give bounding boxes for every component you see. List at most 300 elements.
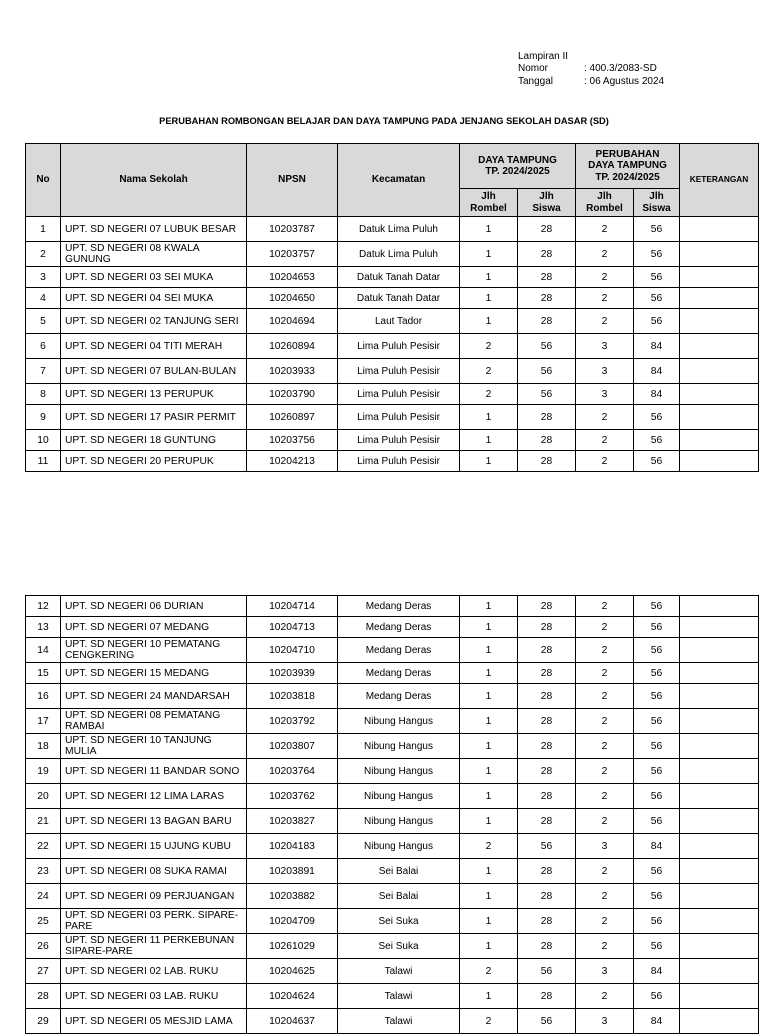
table-row	[26, 267, 759, 288]
table-row	[26, 242, 759, 267]
row-jlh-rombel-baru-cell: 2	[576, 267, 634, 288]
row-npsn-cell: 10204637	[247, 1009, 338, 1034]
table-row	[26, 909, 759, 934]
row-nama-sekolah-cell: UPT. SD NEGERI 24 MANDARSAH	[61, 684, 247, 709]
row-no-cell: 10	[26, 430, 61, 451]
row-jlh-siswa-baru-cell: 56	[634, 784, 680, 809]
row-kecamatan-cell: Talawi	[338, 959, 460, 984]
row-kecamatan-cell: Sei Suka	[338, 909, 460, 934]
table-row	[26, 334, 759, 359]
row-jlh-siswa-cell: 56	[518, 1009, 576, 1034]
row-keterangan-cell	[680, 596, 759, 617]
row-nama-sekolah-cell: UPT. SD NEGERI 07 LUBUK BESAR	[61, 217, 247, 242]
row-jlh-siswa-cell: 56	[518, 834, 576, 859]
row-nama-sekolah-cell: UPT. SD NEGERI 03 PERK. SIPARE-PARE	[61, 909, 247, 934]
row-keterangan-cell	[680, 984, 759, 1009]
row-jlh-siswa-baru-cell: 56	[634, 267, 680, 288]
row-npsn-cell: 10204709	[247, 909, 338, 934]
row-npsn-cell: 10204183	[247, 834, 338, 859]
row-kecamatan-cell: Sei Suka	[338, 934, 460, 959]
row-no-cell: 12	[26, 596, 61, 617]
row-kecamatan-cell: Medang Deras	[338, 638, 460, 663]
header-perubahan-line1: PERUBAHAN	[595, 148, 660, 160]
row-npsn-cell: 10204213	[247, 451, 338, 472]
row-nama-sekolah-cell: UPT. SD NEGERI 03 SEI MUKA	[61, 267, 247, 288]
row-jlh-rombel-cell: 1	[460, 617, 518, 638]
row-keterangan-cell	[680, 709, 759, 734]
row-npsn-cell: 10204653	[247, 267, 338, 288]
row-jlh-rombel-baru-cell: 2	[576, 684, 634, 709]
row-npsn-cell: 10261029	[247, 934, 338, 959]
table-row	[26, 759, 759, 784]
row-npsn-cell: 10203792	[247, 709, 338, 734]
row-kecamatan-cell: Nibung Hangus	[338, 809, 460, 834]
row-kecamatan-cell: Talawi	[338, 1009, 460, 1034]
tanggal-label: Tanggal	[518, 75, 554, 87]
row-jlh-rombel-baru-cell: 2	[576, 663, 634, 684]
row-npsn-cell: 10203757	[247, 242, 338, 267]
row-kecamatan-cell: Lima Puluh Pesisir	[338, 334, 460, 359]
row-jlh-siswa-baru-cell: 84	[634, 834, 680, 859]
row-no-cell: 20	[26, 784, 61, 809]
table-row	[26, 288, 759, 309]
lampiran-title: Lampiran II	[518, 51, 569, 62]
header-jlh-rombel-new	[576, 189, 634, 217]
row-keterangan-cell	[680, 359, 759, 384]
row-jlh-rombel-baru-cell: 2	[576, 288, 634, 309]
row-jlh-siswa-cell: 28	[518, 909, 576, 934]
row-jlh-rombel-cell: 1	[460, 909, 518, 934]
row-keterangan-cell	[680, 1009, 759, 1034]
header-jlh-siswa-line1: Jlh	[539, 191, 554, 202]
row-kecamatan-cell: Laut Tador	[338, 309, 460, 334]
table-row	[26, 663, 759, 684]
row-kecamatan-cell: Lima Puluh Pesisir	[338, 430, 460, 451]
row-npsn-cell: 10204710	[247, 638, 338, 663]
row-keterangan-cell	[680, 638, 759, 663]
table-row	[26, 638, 759, 663]
row-jlh-siswa-cell: 28	[518, 217, 576, 242]
row-no-cell: 22	[26, 834, 61, 859]
row-jlh-rombel-baru-cell: 2	[576, 759, 634, 784]
row-kecamatan-cell: Medang Deras	[338, 617, 460, 638]
row-npsn-cell: 10260894	[247, 334, 338, 359]
document-title: PERUBAHAN ROMBONGAN BELAJAR DAN DAYA TAMPUNG PADA JENJANG SEKOLAH DASAR (SD)	[159, 116, 609, 126]
row-nama-sekolah-cell: UPT. SD NEGERI 07 MEDANG	[61, 617, 247, 638]
row-nama-sekolah-cell: UPT. SD NEGERI 04 SEI MUKA	[61, 288, 247, 309]
row-kecamatan-cell: Medang Deras	[338, 684, 460, 709]
row-jlh-siswa-cell: 56	[518, 334, 576, 359]
row-nama-sekolah-cell: UPT. SD NEGERI 17 PASIR PERMIT	[61, 405, 247, 430]
row-no-cell: 3	[26, 267, 61, 288]
row-jlh-siswa-cell: 28	[518, 663, 576, 684]
row-kecamatan-cell: Nibung Hangus	[338, 784, 460, 809]
header-perubahan-line2: DAYA TAMPUNG	[588, 160, 667, 172]
row-keterangan-cell	[680, 405, 759, 430]
row-keterangan-cell	[680, 909, 759, 934]
row-jlh-rombel-baru-cell: 2	[576, 596, 634, 617]
row-npsn-cell: 10204625	[247, 959, 338, 984]
table-row	[26, 405, 759, 430]
row-jlh-siswa-cell: 28	[518, 859, 576, 884]
row-keterangan-cell	[680, 309, 759, 334]
header-npsn: NPSN	[247, 144, 338, 217]
row-npsn-cell: 10203891	[247, 859, 338, 884]
nomor-value: : 400.3/2083-SD	[584, 63, 657, 75]
row-kecamatan-cell: Nibung Hangus	[338, 834, 460, 859]
row-no-cell: 8	[26, 384, 61, 405]
row-no-cell: 13	[26, 617, 61, 638]
row-jlh-rombel-cell: 2	[460, 959, 518, 984]
row-jlh-siswa-cell: 56	[518, 359, 576, 384]
school-table-page-1	[25, 143, 759, 472]
row-jlh-siswa-baru-cell: 56	[634, 709, 680, 734]
header-nama-sekolah: Nama Sekolah	[61, 144, 247, 217]
row-jlh-rombel-cell: 1	[460, 684, 518, 709]
row-kecamatan-cell: Talawi	[338, 984, 460, 1009]
table-row	[26, 451, 759, 472]
header-daya-tampung-line1: DAYA TAMPUNG	[478, 154, 557, 166]
table-row	[26, 617, 759, 638]
row-no-cell: 4	[26, 288, 61, 309]
row-nama-sekolah-cell: UPT. SD NEGERI 10 PEMATANG CENGKERING	[61, 638, 247, 663]
row-no-cell: 1	[26, 217, 61, 242]
row-jlh-rombel-cell: 1	[460, 596, 518, 617]
row-keterangan-cell	[680, 217, 759, 242]
table-row	[26, 809, 759, 834]
row-keterangan-cell	[680, 684, 759, 709]
row-nama-sekolah-cell: UPT. SD NEGERI 07 BULAN-BULAN	[61, 359, 247, 384]
row-npsn-cell: 10203807	[247, 734, 338, 759]
row-keterangan-cell	[680, 384, 759, 405]
row-jlh-rombel-baru-cell: 2	[576, 934, 634, 959]
row-kecamatan-cell: Medang Deras	[338, 663, 460, 684]
row-keterangan-cell	[680, 334, 759, 359]
row-nama-sekolah-cell: UPT. SD NEGERI 04 TITI MERAH	[61, 334, 247, 359]
table-row	[26, 384, 759, 405]
table-row	[26, 984, 759, 1009]
header-jlh-siswa-new-line1: Jlh	[649, 191, 664, 202]
row-no-cell: 23	[26, 859, 61, 884]
row-npsn-cell: 10203787	[247, 217, 338, 242]
row-keterangan-cell	[680, 451, 759, 472]
row-jlh-siswa-baru-cell: 84	[634, 959, 680, 984]
row-kecamatan-cell: Sei Balai	[338, 859, 460, 884]
row-jlh-siswa-cell: 28	[518, 405, 576, 430]
row-jlh-rombel-cell: 1	[460, 288, 518, 309]
table-row	[26, 884, 759, 909]
row-kecamatan-cell: Nibung Hangus	[338, 709, 460, 734]
row-no-cell: 18	[26, 734, 61, 759]
row-jlh-siswa-cell: 28	[518, 934, 576, 959]
row-no-cell: 24	[26, 884, 61, 909]
row-keterangan-cell	[680, 884, 759, 909]
row-jlh-rombel-baru-cell: 2	[576, 217, 634, 242]
row-jlh-siswa-baru-cell: 56	[634, 663, 680, 684]
row-npsn-cell: 10204714	[247, 596, 338, 617]
row-keterangan-cell	[680, 959, 759, 984]
table-row	[26, 709, 759, 734]
header-jlh-siswa	[518, 189, 576, 217]
header-jlh-siswa-new-line2: Siswa	[642, 202, 671, 214]
row-jlh-rombel-cell: 1	[460, 309, 518, 334]
row-jlh-siswa-baru-cell: 56	[634, 596, 680, 617]
header-no: No	[26, 144, 61, 217]
row-jlh-siswa-baru-cell: 56	[634, 309, 680, 334]
row-jlh-rombel-cell: 1	[460, 663, 518, 684]
row-keterangan-cell	[680, 734, 759, 759]
row-no-cell: 29	[26, 1009, 61, 1034]
row-jlh-rombel-baru-cell: 2	[576, 617, 634, 638]
row-jlh-rombel-baru-cell: 2	[576, 734, 634, 759]
row-jlh-rombel-baru-cell: 2	[576, 405, 634, 430]
row-no-cell: 25	[26, 909, 61, 934]
table-row	[26, 596, 759, 617]
row-no-cell: 2	[26, 242, 61, 267]
table-row	[26, 859, 759, 884]
row-no-cell: 14	[26, 638, 61, 663]
row-nama-sekolah-cell: UPT. SD NEGERI 08 SUKA RAMAI	[61, 859, 247, 884]
row-jlh-siswa-baru-cell: 56	[634, 934, 680, 959]
row-jlh-rombel-cell: 1	[460, 734, 518, 759]
row-no-cell: 6	[26, 334, 61, 359]
row-jlh-siswa-baru-cell: 84	[634, 334, 680, 359]
row-npsn-cell: 10204624	[247, 984, 338, 1009]
row-nama-sekolah-cell: UPT. SD NEGERI 02 LAB. RUKU	[61, 959, 247, 984]
row-npsn-cell: 10203756	[247, 430, 338, 451]
table-row	[26, 430, 759, 451]
row-nama-sekolah-cell: UPT. SD NEGERI 15 MEDANG	[61, 663, 247, 684]
row-jlh-rombel-baru-cell: 3	[576, 334, 634, 359]
row-npsn-cell: 10203882	[247, 884, 338, 909]
row-jlh-rombel-cell: 1	[460, 759, 518, 784]
tanggal-value: : 06 Agustus 2024	[584, 75, 665, 87]
row-no-cell: 5	[26, 309, 61, 334]
row-jlh-siswa-baru-cell: 84	[634, 1009, 680, 1034]
row-npsn-cell: 10203790	[247, 384, 338, 405]
row-npsn-cell: 10203933	[247, 359, 338, 384]
row-kecamatan-cell: Datuk Tanah Datar	[338, 288, 460, 309]
row-jlh-rombel-baru-cell: 3	[576, 359, 634, 384]
row-jlh-rombel-cell: 2	[460, 359, 518, 384]
header-daya-tampung	[460, 144, 576, 189]
row-jlh-rombel-cell: 1	[460, 809, 518, 834]
row-jlh-siswa-cell: 56	[518, 959, 576, 984]
row-jlh-siswa-baru-cell: 56	[634, 759, 680, 784]
row-no-cell: 28	[26, 984, 61, 1009]
row-jlh-siswa-baru-cell: 56	[634, 984, 680, 1009]
row-jlh-siswa-baru-cell: 56	[634, 405, 680, 430]
row-nama-sekolah-cell: UPT. SD NEGERI 08 PEMATANG RAMBAI	[61, 709, 247, 734]
table-row	[26, 217, 759, 242]
row-kecamatan-cell: Datuk Tanah Datar	[338, 267, 460, 288]
row-keterangan-cell	[680, 784, 759, 809]
row-jlh-siswa-baru-cell: 56	[634, 884, 680, 909]
row-jlh-siswa-cell: 28	[518, 984, 576, 1009]
row-nama-sekolah-cell: UPT. SD NEGERI 11 PERKEBUNAN SIPARE-PARE	[61, 934, 247, 959]
row-keterangan-cell	[680, 267, 759, 288]
row-no-cell: 7	[26, 359, 61, 384]
row-keterangan-cell	[680, 834, 759, 859]
row-nama-sekolah-cell: UPT. SD NEGERI 13 BAGAN BARU	[61, 809, 247, 834]
school-table-page-2	[25, 595, 759, 1034]
row-jlh-rombel-cell: 1	[460, 267, 518, 288]
nomor-label: Nomor	[518, 63, 549, 75]
row-no-cell: 11	[26, 451, 61, 472]
row-npsn-cell: 10203762	[247, 784, 338, 809]
row-nama-sekolah-cell: UPT. SD NEGERI 02 TANJUNG SERI	[61, 309, 247, 334]
row-keterangan-cell	[680, 430, 759, 451]
header-jlh-rombel	[460, 189, 518, 217]
row-jlh-rombel-baru-cell: 2	[576, 784, 634, 809]
row-jlh-siswa-cell: 28	[518, 242, 576, 267]
row-npsn-cell: 10203818	[247, 684, 338, 709]
header-jlh-rombel-new-line1: Jlh	[597, 191, 612, 202]
row-kecamatan-cell: Lima Puluh Pesisir	[338, 359, 460, 384]
row-jlh-rombel-baru-cell: 2	[576, 984, 634, 1009]
row-jlh-siswa-cell: 28	[518, 430, 576, 451]
row-npsn-cell: 10203764	[247, 759, 338, 784]
row-jlh-rombel-baru-cell: 2	[576, 859, 634, 884]
row-jlh-siswa-baru-cell: 56	[634, 734, 680, 759]
row-npsn-cell: 10203939	[247, 663, 338, 684]
row-jlh-siswa-cell: 28	[518, 596, 576, 617]
row-jlh-rombel-cell: 1	[460, 638, 518, 663]
row-jlh-siswa-baru-cell: 56	[634, 638, 680, 663]
row-jlh-rombel-baru-cell: 2	[576, 242, 634, 267]
row-jlh-siswa-cell: 28	[518, 309, 576, 334]
row-jlh-siswa-cell: 28	[518, 267, 576, 288]
row-kecamatan-cell: Datuk Lima Puluh	[338, 217, 460, 242]
table-row	[26, 834, 759, 859]
header-jlh-siswa-line2: Siswa	[532, 202, 561, 214]
row-keterangan-cell	[680, 759, 759, 784]
row-nama-sekolah-cell: UPT. SD NEGERI 10 TANJUNG MULIA	[61, 734, 247, 759]
row-no-cell: 19	[26, 759, 61, 784]
row-jlh-siswa-cell: 28	[518, 451, 576, 472]
table-row	[26, 1009, 759, 1034]
row-kecamatan-cell: Nibung Hangus	[338, 759, 460, 784]
row-jlh-siswa-cell: 28	[518, 784, 576, 809]
row-kecamatan-cell: Lima Puluh Pesisir	[338, 384, 460, 405]
row-jlh-rombel-cell: 1	[460, 859, 518, 884]
row-jlh-siswa-cell: 28	[518, 734, 576, 759]
row-jlh-siswa-baru-cell: 56	[634, 451, 680, 472]
row-kecamatan-cell: Sei Balai	[338, 884, 460, 909]
row-jlh-rombel-cell: 2	[460, 1009, 518, 1034]
row-npsn-cell: 10204694	[247, 309, 338, 334]
table-row	[26, 734, 759, 759]
row-no-cell: 21	[26, 809, 61, 834]
row-jlh-rombel-baru-cell: 3	[576, 384, 634, 405]
row-jlh-rombel-baru-cell: 3	[576, 1009, 634, 1034]
row-jlh-rombel-baru-cell: 2	[576, 709, 634, 734]
row-jlh-siswa-baru-cell: 56	[634, 242, 680, 267]
row-keterangan-cell	[680, 809, 759, 834]
row-jlh-rombel-baru-cell: 2	[576, 638, 634, 663]
row-jlh-siswa-cell: 28	[518, 759, 576, 784]
row-no-cell: 26	[26, 934, 61, 959]
lampiran-block	[518, 51, 665, 88]
table-row	[26, 684, 759, 709]
row-jlh-siswa-baru-cell: 56	[634, 684, 680, 709]
row-nama-sekolah-cell: UPT. SD NEGERI 09 PERJUANGAN	[61, 884, 247, 909]
row-jlh-siswa-baru-cell: 56	[634, 288, 680, 309]
row-kecamatan-cell: Lima Puluh Pesisir	[338, 405, 460, 430]
row-jlh-siswa-cell: 28	[518, 638, 576, 663]
header-perubahan	[576, 144, 680, 189]
row-jlh-rombel-cell: 1	[460, 984, 518, 1009]
row-no-cell: 9	[26, 405, 61, 430]
row-keterangan-cell	[680, 859, 759, 884]
row-jlh-siswa-cell: 28	[518, 884, 576, 909]
row-npsn-cell: 10260897	[247, 405, 338, 430]
row-jlh-rombel-cell: 1	[460, 934, 518, 959]
row-jlh-rombel-cell: 2	[460, 334, 518, 359]
row-nama-sekolah-cell: UPT. SD NEGERI 18 GUNTUNG	[61, 430, 247, 451]
row-jlh-rombel-cell: 1	[460, 242, 518, 267]
row-nama-sekolah-cell: UPT. SD NEGERI 03 LAB. RUKU	[61, 984, 247, 1009]
row-jlh-siswa-cell: 28	[518, 617, 576, 638]
header-jlh-siswa-new	[634, 189, 680, 217]
row-jlh-rombel-baru-cell: 2	[576, 451, 634, 472]
row-keterangan-cell	[680, 242, 759, 267]
row-jlh-siswa-cell: 28	[518, 288, 576, 309]
row-nama-sekolah-cell: UPT. SD NEGERI 12 LIMA LARAS	[61, 784, 247, 809]
row-jlh-rombel-baru-cell: 2	[576, 309, 634, 334]
row-jlh-rombel-cell: 2	[460, 834, 518, 859]
row-npsn-cell: 10204650	[247, 288, 338, 309]
row-jlh-siswa-baru-cell: 56	[634, 859, 680, 884]
header-jlh-rombel-line2: Rombel	[470, 202, 507, 214]
row-jlh-rombel-cell: 1	[460, 709, 518, 734]
row-jlh-rombel-cell: 1	[460, 784, 518, 809]
header-perubahan-line3: TP. 2024/2025	[595, 171, 660, 183]
header-jlh-rombel-new-line2: Rombel	[586, 202, 623, 214]
row-nama-sekolah-cell: UPT. SD NEGERI 05 MESJID LAMA	[61, 1009, 247, 1034]
row-jlh-rombel-cell: 1	[460, 217, 518, 242]
row-jlh-rombel-baru-cell: 2	[576, 884, 634, 909]
header-keterangan: KETERANGAN	[680, 144, 759, 217]
row-jlh-rombel-baru-cell: 2	[576, 909, 634, 934]
row-jlh-siswa-baru-cell: 56	[634, 909, 680, 934]
row-npsn-cell: 10203827	[247, 809, 338, 834]
row-jlh-rombel-cell: 1	[460, 405, 518, 430]
row-jlh-rombel-cell: 1	[460, 430, 518, 451]
header-jlh-rombel-line1: Jlh	[481, 191, 496, 202]
row-jlh-siswa-baru-cell: 56	[634, 430, 680, 451]
row-jlh-rombel-cell: 2	[460, 384, 518, 405]
row-jlh-siswa-baru-cell: 56	[634, 617, 680, 638]
table-row	[26, 309, 759, 334]
row-kecamatan-cell: Nibung Hangus	[338, 734, 460, 759]
row-nama-sekolah-cell: UPT. SD NEGERI 11 BANDAR SONO	[61, 759, 247, 784]
row-jlh-rombel-baru-cell: 2	[576, 430, 634, 451]
row-jlh-siswa-cell: 28	[518, 809, 576, 834]
row-npsn-cell: 10204713	[247, 617, 338, 638]
row-jlh-rombel-baru-cell: 3	[576, 834, 634, 859]
row-jlh-rombel-cell: 1	[460, 451, 518, 472]
row-keterangan-cell	[680, 288, 759, 309]
row-nama-sekolah-cell: UPT. SD NEGERI 20 PERUPUK	[61, 451, 247, 472]
row-jlh-siswa-baru-cell: 84	[634, 359, 680, 384]
row-nama-sekolah-cell: UPT. SD NEGERI 06 DURIAN	[61, 596, 247, 617]
row-kecamatan-cell: Medang Deras	[338, 596, 460, 617]
table-row	[26, 959, 759, 984]
row-kecamatan-cell: Datuk Lima Puluh	[338, 242, 460, 267]
row-jlh-rombel-baru-cell: 2	[576, 809, 634, 834]
row-jlh-siswa-baru-cell: 56	[634, 809, 680, 834]
